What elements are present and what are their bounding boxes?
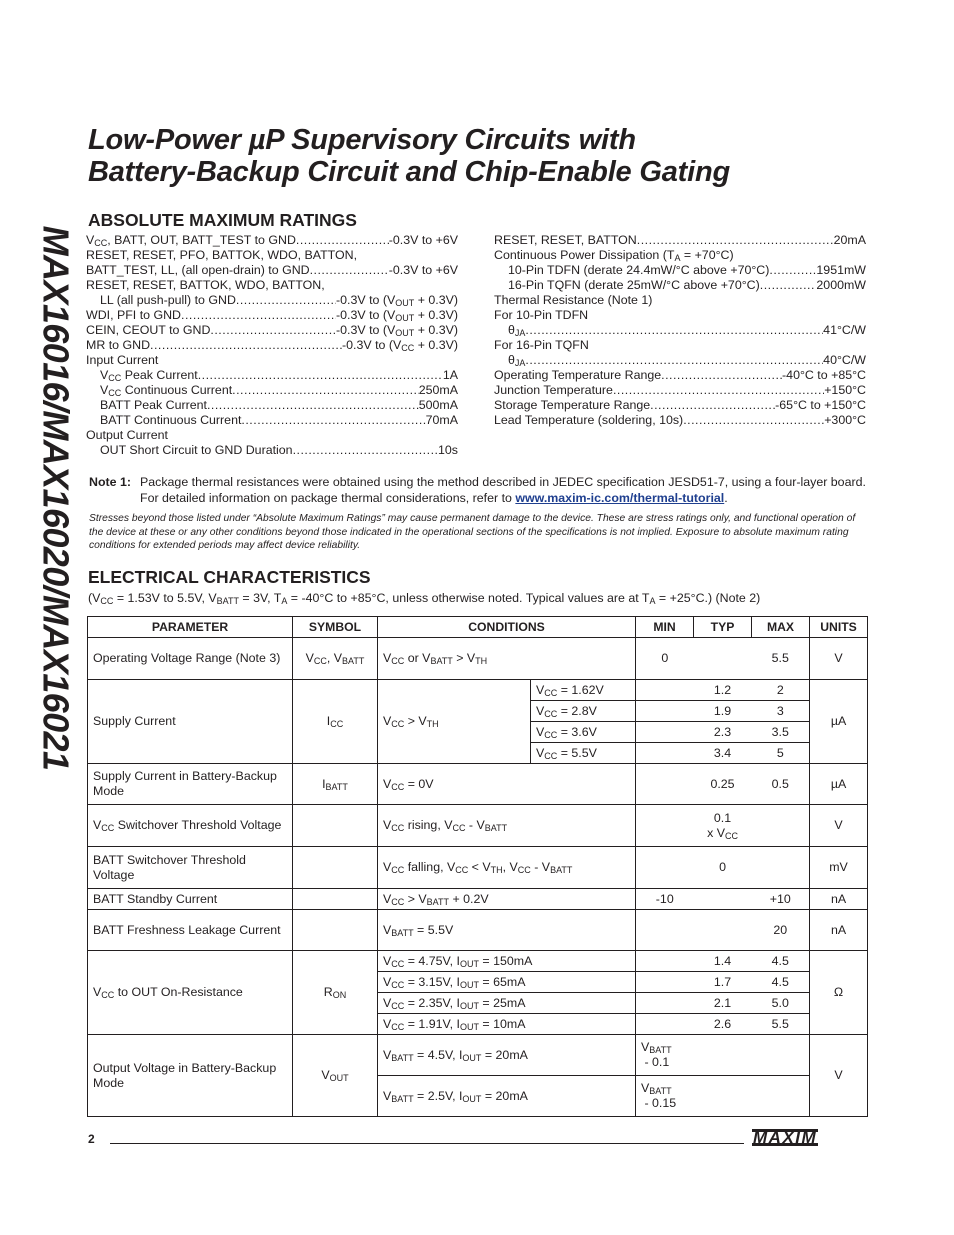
rating-row: Continuous Power Dissipation $(T_A = +70^\circ C)$ — [494, 248, 734, 263]
page-title: Low-Power µP Supervisory Circuits with Battery-Backup Circuit and Chip-Enable Gating — [88, 124, 730, 188]
table-row: BATT Switchover Threshold Voltage $V_{CC}$ falling, $V_{CC} < V_{TH}$, $V_{CC} - V_{BATT}$ 0 mV — [88, 847, 868, 889]
table-row: BATT Standby Current $V_{CC} > V_{BATT} + 0.2V$ -10 +10 nA — [88, 889, 868, 910]
maxim-logo: MAXIM — [753, 1128, 818, 1147]
amr-left-column — [86, 233, 458, 458]
rating-row: Thermal Resistance (Note 1) — [494, 293, 653, 307]
table-row: $V_{CC} = 5.5V$ 3.4 5 — [88, 743, 868, 764]
rating-row: Junction Temperature ..... +150°C — [494, 383, 866, 398]
rating-row: CEIN, CEOUT to GND ..... -0.3V to $(V_{OUT} + 0.3V)$ — [86, 323, 458, 338]
page-number: 2 — [88, 1132, 95, 1146]
rating-row: OUT Short Circuit to GND Duration ..... 10s — [86, 443, 458, 458]
ec-heading: ELECTRICAL CHARACTERISTICS — [88, 567, 371, 587]
table-row: $V_{CC} = 2.8V$ 1.9 3 — [88, 701, 868, 722]
table-row: $V_{CC}$ to OUT On-Resistance $R_{ON}$ $V_{CC} = 4.75V$, $I_{OUT} = 150mA$ 1.4 4.5 Ω — [88, 951, 868, 972]
rating-row: $\overline{LL}$ (all push-pull) to GND ..... -0.3V to $(V_{OUT} + 0.3V)$ — [86, 293, 458, 308]
table-row: $V_{CC} = 2.35V$, $I_{OUT} = 25mA$ 2.1 5.0 — [88, 993, 868, 1014]
rating-row: 10-Pin TDFN (derate 24.4mW/°C above +70°C) ..... 1951mW — [494, 263, 866, 278]
table-row: BATT Freshness Leakage Current $V_{BATT} = 5.5V$ 20 nA — [88, 910, 868, 951]
table-row: $V_{CC} = 3.6V$ 2.3 3.5 — [88, 722, 868, 743]
table-row: $V_{CC}$ Switchover Threshold Voltage $V_{CC}$ rising, $V_{CC} - V_{BATT}$ 0.1 x $V_{CC}$ V — [88, 805, 868, 847]
electrical-characteristics-table — [87, 616, 868, 1117]
rating-row: BATT Continuous Current ..... 70mA — [86, 413, 458, 428]
rating-row: Lead Temperature (soldering, 10s) ..... +300°C — [494, 413, 866, 428]
rating-row: $V_{CC}$ Continuous Current ..... 250mA — [86, 383, 458, 398]
rating-row: $\overline{MR}$ to GND ..... -0.3V to $(V_{CC} + 0.3V)$ — [86, 338, 458, 353]
table-header-row: PARAMETER SYMBOL CONDITIONS MIN TYP MAX UNITS — [88, 617, 868, 638]
rating-row: Operating Temperature Range ..... -40°C to +85°C — [494, 368, 866, 383]
rating-row: BATT Peak Current ..... 500mA — [86, 398, 458, 413]
rating-row: $V_{CC}$ Peak Current ..... 1A — [86, 368, 458, 383]
rating-row: Output Current — [86, 428, 168, 442]
rating-row: $\theta_{JA}$ ..... 40°C/W — [494, 353, 866, 368]
rating-row: Storage Temperature Range ..... -65°C to +150°C — [494, 398, 866, 413]
rating-row: 16-Pin TQFN (derate 25mW/°C above +70°C) ..... 2000mW — [494, 278, 866, 293]
amr-right-column — [494, 233, 866, 428]
rating-row: RESET, RESET, BATTON ..... 20mA — [494, 233, 866, 248]
rating-row: BATT_TEST, $\overline{LL}$, (all open-drain) to GND ..... -0.3V to +6V — [86, 263, 458, 278]
stress-disclaimer: Stresses beyond those listed under “Absolute Maximum Ratings” may cause permanent damage to the device. These are stress ratings only, and functional operation of the device at these or any other conditions beyond those indicated in the operational sections of the specifications is not implied. Exposure to absolute maximum rating conditions for extended periods may affect device reliability. — [89, 513, 856, 551]
table-row: $V_{CC} = 1.91V$, $I_{OUT} = 10mA$ 2.6 5.5 — [88, 1014, 868, 1035]
amr-heading: ABSOLUTE MAXIMUM RATINGS — [88, 210, 357, 230]
table-row: Supply Current $I_{CC}$ $V_{CC} > V_{TH}$ $V_{CC} = 1.62V$ 1.2 2 µA — [88, 680, 868, 701]
rating-row: Input Current — [86, 353, 159, 367]
side-part-number: MAX16016/MAX16020/MAX16021 — [35, 225, 77, 770]
table-row: $V_{BATT} = 2.5V$, $I_{OUT} = 20mA$ $V_{BATT}$ - 0.15 — [88, 1076, 868, 1117]
table-row: $V_{CC} = 3.15V$, $I_{OUT} = 65mA$ 1.7 4.5 — [88, 972, 868, 993]
note-1: Note 1: Package thermal resistances were obtained using the method described in JEDEC specification JESD51-7, using a four-layer board. For detailed information on package thermal considerations, refer to www.maxim-ic.com/thermal-tutorial. — [89, 475, 866, 505]
rating-row: For 16-Pin TQFN — [494, 338, 589, 352]
rating-row: WDI, PFI to GND ..... -0.3V to $(V_{OUT} + 0.3V)$ — [86, 308, 458, 323]
ec-conditions: ($V_{CC} = 1.53V$ to 5.5V, $V_{BATT} = 3V$, $T_A = -40^\circ C$ to +85°C, unless otherwise noted. Typical values are at $T_A = +25^\circ C$.) (Note 2) — [88, 591, 761, 606]
rating-row: RESET, RESET, $\overline{PFO}$, BATTOK, $\overline{WDO}$, BATTON, — [86, 248, 358, 262]
table-row: Operating Voltage Range (Note 3) $V_{CC}$, $V_{BATT}$ $V_{CC}$ or $V_{BATT} > V_{TH}$ 0 5.5 V — [88, 638, 868, 680]
table-row: Supply Current in Battery-Backup Mode $I_{BATT}$ $V_{CC} = 0V$ 0.25 0.5 µA — [88, 764, 868, 805]
rating-row: $\theta_{JA}$ ..... 41°C/W — [494, 323, 866, 338]
thermal-tutorial-link[interactable]: www.maxim-ic.com/thermal-tutorial — [515, 490, 725, 505]
rating-row: $V_{CC}$, BATT, OUT, BATT_TEST to GND ..... -0.3V to +6V — [86, 233, 458, 248]
footer-rule — [110, 1143, 744, 1144]
table-row: Output Voltage in Battery-Backup Mode $V_{OUT}$ $V_{BATT} = 4.5V$, $I_{OUT} = 20mA$ $V_{BATT}$ - 0.1 V — [88, 1035, 868, 1076]
rating-row: For 10-Pin TDFN — [494, 308, 589, 322]
rating-row: RESET, RESET, BATTOK, $\overline{WDO}$, BATTON, — [86, 278, 325, 292]
